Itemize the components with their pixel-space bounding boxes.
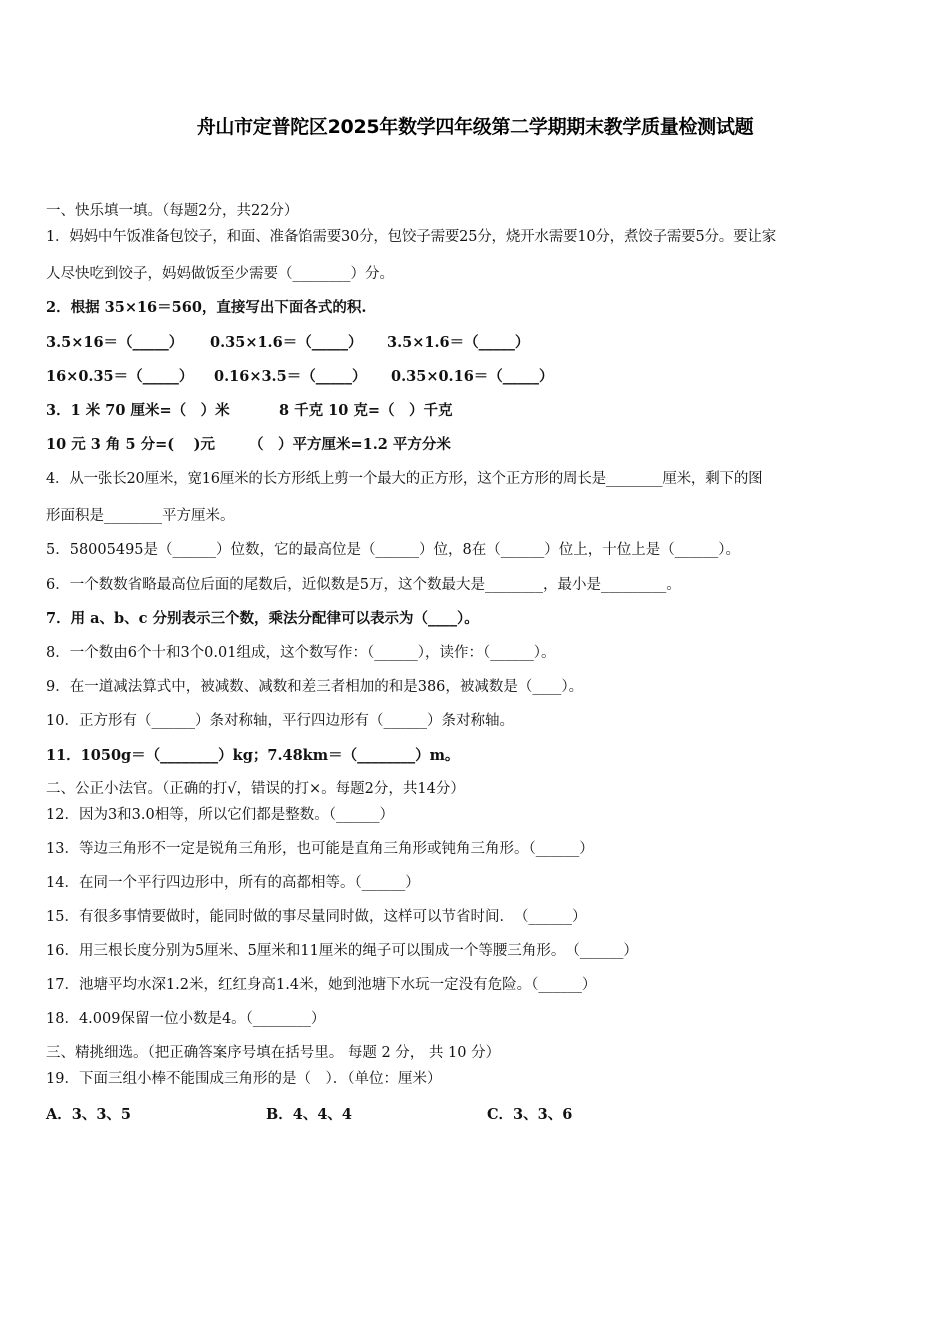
section-heading-2: 二、公正小法官。（正确的打√，错误的打×。每题2分，共14分） — [46, 781, 465, 797]
section-heading-1: 一、快乐填一填。（每题2分，共22分） — [46, 203, 299, 219]
question-2-item: 3.5×16＝（_____） — [46, 334, 184, 351]
question-18: 18．4.009保留一位小数是4。（________） — [46, 1011, 326, 1027]
question-4-line-1: 4．从一张长20厘米，宽16厘米的长方形纸上剪一个最大的正方形，这个正方形的周长是________厘米，剩下的图 — [46, 471, 763, 487]
question-19-option-c: C．3、3、6 — [487, 1106, 573, 1123]
question-2-intro: 2．根据 35×16＝560，直接写出下面各式的积. — [46, 299, 367, 316]
question-14: 14．在同一个平行四边形中，所有的高都相等。（______） — [46, 875, 420, 891]
question-5: 5．58005495是（______）位数，它的最高位是（______）位，8在（______）位上，十位上是（______）。 — [46, 542, 741, 558]
question-1-line-1: 1．妈妈中午饭准备包饺子，和面、准备馅需要30分，包饺子需要25分，烧开水需要10分，煮饺子需要5分。要让家 — [46, 229, 776, 245]
question-1-line-2: 人尽快吃到饺子，妈妈做饭至少需要（________）分。 — [46, 266, 394, 282]
question-8: 8．一个数由6个十和3个0.01组成，这个数写作：（______），读作：（______）。 — [46, 645, 556, 661]
question-4-line-2: 形面积是________平方厘米。 — [46, 508, 235, 524]
question-2-item: 16×0.35＝（_____） — [46, 368, 194, 385]
question-15: 15．有很多事情要做时，能同时做的事尽量同时做，这样可以节省时间． （______） — [46, 909, 587, 925]
question-3-item: 3．1 米 70 厘米=（ ）米 — [46, 402, 230, 419]
question-19-stem: 19．下面三组小棒不能围成三角形的是（ ）．（单位：厘米） — [46, 1071, 442, 1087]
page-title: 舟山市定普陀区2025年数学四年级第二学期期末教学质量检测试题 — [196, 116, 754, 138]
question-6: 6．一个数数省略最高位后面的尾数后，近似数是5万，这个数最大是________，最小是_________。 — [46, 577, 681, 593]
question-9: 9．在一道减法算式中，被减数、减数和差三者相加的和是386，被减数是（____）。 — [46, 679, 584, 695]
question-3-item: 10 元 3 角 5 分=( )元 — [46, 436, 216, 453]
question-19-option-b: B．4、4、4 — [266, 1106, 353, 1123]
question-16: 16．用三根长度分别为5厘米、5厘米和11厘米的绳子可以围成一个等腰三角形。 （______） — [46, 943, 638, 959]
question-11: 11．1050g＝（________）kg；7.48km＝（________）m。 — [46, 747, 460, 764]
question-3-item: （ ）平方厘米=1.2 平方分米 — [249, 436, 451, 453]
question-2-item: 0.35×1.6＝（_____） — [210, 334, 363, 351]
question-2-item: 3.5×1.6＝（_____） — [387, 334, 530, 351]
question-10: 10．正方形有（______）条对称轴，平行四边形有（______）条对称轴。 — [46, 713, 514, 729]
question-2-item: 0.35×0.16＝（_____） — [391, 368, 554, 385]
question-12: 12．因为3和3.0相等，所以它们都是整数。（______） — [46, 807, 394, 823]
question-19-option-a: A．3、3、5 — [46, 1106, 132, 1123]
section-heading-3: 三、精挑细选。（把正确答案序号填在括号里。 每题 2 分， 共 10 分） — [46, 1045, 501, 1061]
question-3-item: 8 千克 10 克=（ ）千克 — [279, 402, 453, 419]
question-2-item: 0.16×3.5＝（_____） — [214, 368, 367, 385]
question-7: 7．用 a、b、c 分别表示三个数，乘法分配律可以表示为（____）。 — [46, 610, 479, 627]
question-13: 13．等边三角形不一定是锐角三角形，也可能是直角三角形或钝角三角形。（______） — [46, 841, 594, 857]
question-17: 17．池塘平均水深1.2米，红红身高1.4米，她到池塘下水玩一定没有危险。（______） — [46, 977, 597, 993]
